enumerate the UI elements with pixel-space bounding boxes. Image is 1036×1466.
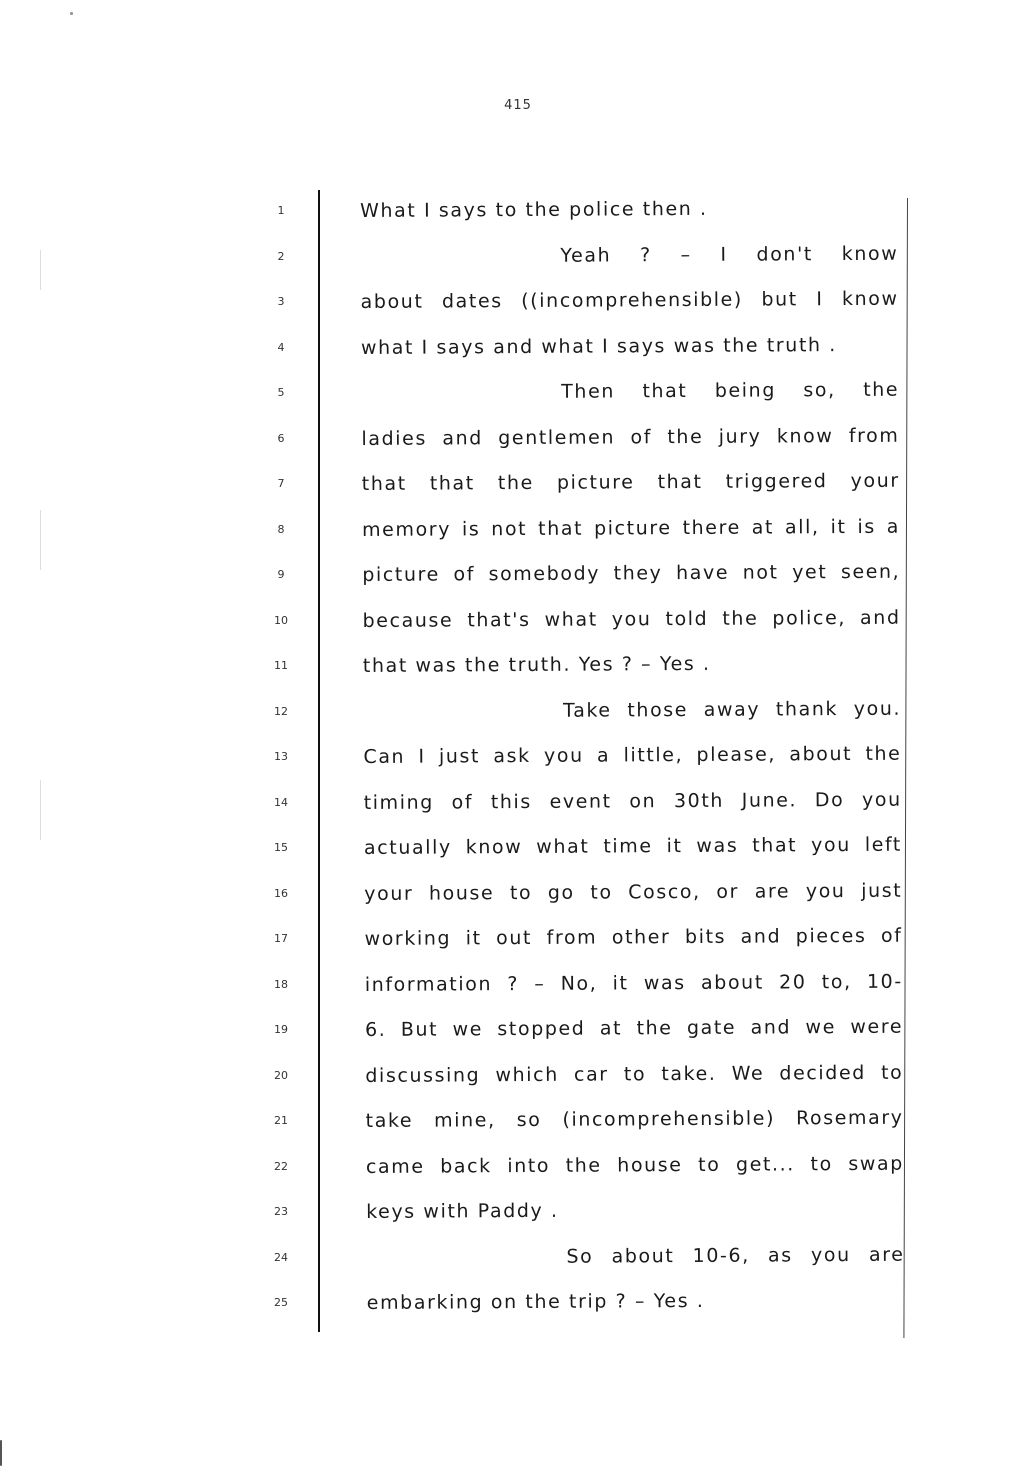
scan-speck — [40, 780, 41, 840]
line-number: 25 — [274, 1296, 288, 1309]
line-number: 18 — [274, 977, 288, 991]
transcript-line: discussing which car to take. We decided to — [365, 1061, 904, 1087]
line-number: 8 — [277, 522, 285, 536]
transcript-line: came back into the house to get... to swap — [365, 1152, 904, 1178]
transcript-line: take mine, so (incomprehensible) Rosemary — [365, 1106, 904, 1132]
line-number: 14 — [274, 795, 288, 809]
transcript-line: timing of this event on 30th June. Do you — [363, 788, 902, 814]
line-number: 5 — [277, 386, 285, 399]
line-number: 16 — [274, 886, 288, 900]
transcript-line: Take those away thank you. — [563, 697, 902, 722]
line-number: 10 — [274, 613, 288, 627]
line-number: 21 — [274, 1114, 288, 1127]
transcript-line: embarking on the trip ? – Yes . — [366, 1289, 705, 1314]
transcript-line: working it out from other bits and pieces of — [364, 924, 903, 950]
transcript-line: actually know what time it was that you left — [363, 833, 903, 859]
transcript-line: Then that being so, the — [561, 378, 900, 403]
transcript-line: because that's what you told the police, and — [362, 606, 901, 632]
transcript-text — [360, 195, 905, 1336]
line-number: 24 — [274, 1250, 288, 1264]
line-number: 2 — [277, 249, 285, 263]
transcript-line: that was the truth. Yes ? – Yes . — [362, 652, 711, 677]
transcript-line: what I says and what I says was the truth . — [360, 333, 837, 359]
transcript-line: Can I just ask you a little, please, about the — [363, 742, 902, 768]
transcript-line: information ? – No, it was about 20 to, 10- — [364, 970, 903, 996]
line-number-column — [258, 200, 304, 1338]
line-number: 4 — [277, 340, 285, 354]
transcript-line: ladies and gentlemen of the jury know from — [361, 424, 900, 450]
transcript-line: keys with Paddy . — [366, 1199, 559, 1223]
scan-speck — [0, 1440, 2, 1466]
line-number: 9 — [277, 568, 285, 581]
scan-speck — [40, 250, 41, 290]
line-number: 19 — [274, 1023, 288, 1036]
page-number: 415 — [504, 98, 532, 113]
scan-speck — [70, 12, 73, 15]
line-number: 23 — [274, 1205, 288, 1218]
line-number: 3 — [277, 295, 285, 308]
transcript-line: So about 10-6, as you are — [566, 1243, 905, 1268]
line-number: 13 — [274, 750, 288, 763]
transcript-line: that that the picture that triggered your — [361, 469, 900, 495]
transcript-line: your house to go to Cosco, or are you just — [364, 879, 903, 905]
transcript-line: What I says to the police then . — [360, 197, 708, 222]
transcript-line: memory is not that picture there at all, it is a — [361, 515, 901, 541]
line-number: 7 — [277, 477, 285, 490]
transcript-line: Yeah ? – I don't know — [560, 242, 899, 267]
line-number: 12 — [274, 704, 288, 718]
line-number: 17 — [274, 932, 288, 945]
transcript-line: about dates ((incomprehensible) but I know — [360, 287, 899, 313]
line-number: 22 — [274, 1159, 288, 1173]
transcript-line: picture of somebody they have not yet seen, — [362, 560, 901, 586]
left-margin-rule — [318, 190, 320, 1332]
scan-speck — [40, 510, 41, 570]
line-number: 1 — [277, 204, 285, 217]
line-number: 20 — [274, 1068, 288, 1082]
line-number: 6 — [277, 431, 285, 445]
right-margin-rule — [903, 198, 908, 1338]
line-number: 15 — [274, 841, 288, 854]
line-number: 11 — [274, 659, 288, 672]
transcript-line: 6. But we stopped at the gate and we were — [365, 1015, 904, 1041]
